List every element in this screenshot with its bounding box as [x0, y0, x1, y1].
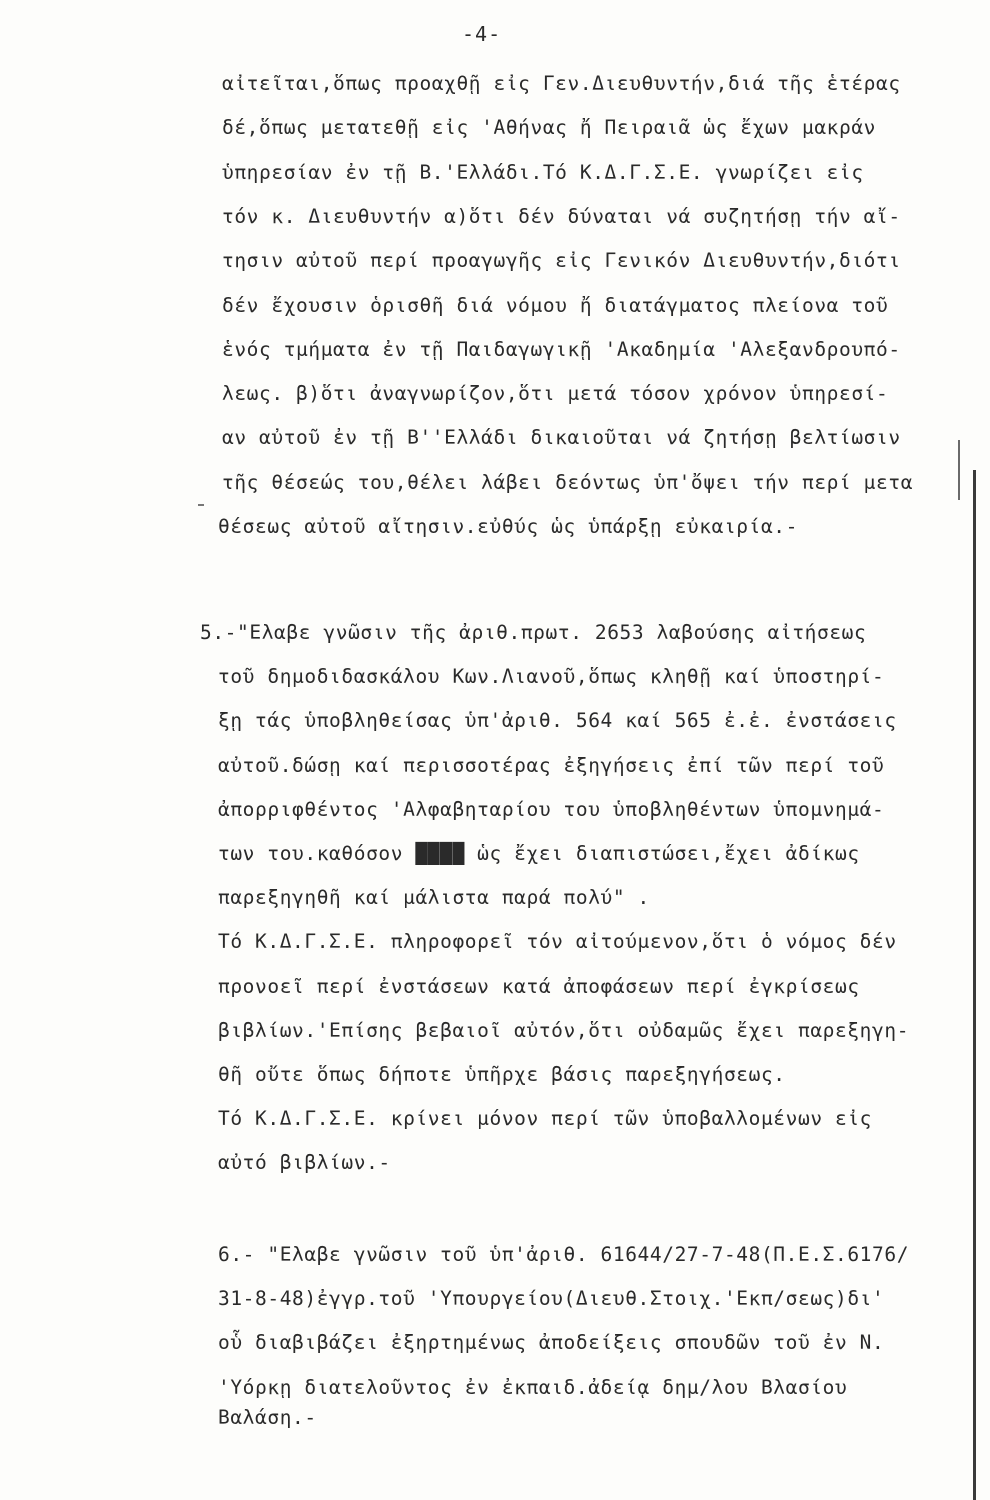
text-line: Τό Κ.Δ.Γ.Σ.Ε. κρίνει μόνον περί τῶν ὑποβαλλομένων εἰς — [218, 1107, 873, 1130]
text-line: θέσεως αὐτοῦ αἴτησιν.εὐθύς ὡς ὑπάρξῃ εὐκαιρία.- — [218, 515, 798, 538]
text-line: 6.- "Ελαβε γνῶσιν τοῦ ὑπ'ἀριθ. 61644/27-7-48(Π.Ε.Σ.6176/ — [218, 1243, 910, 1266]
text-line: προνοεῖ περί ἐνστάσεων κατά ἀποφάσεων περί ἐγκρίσεως — [218, 975, 860, 998]
text-line: των του.καθόσον ████ ὡς ἔχει διαπιστώσει,ἔχει ἀδίκως — [218, 842, 860, 865]
text-line: βιβλίων.'Επίσης βεβαιοῖ αὐτόν,ὅτι οὐδαμῶς ἔχει παρεξηγη- — [218, 1019, 910, 1042]
text-line: τοῦ δημοδιδασκάλου Κων.Λιανοῦ,ὅπως κληθῇ καί ὑποστηρί- — [218, 665, 885, 688]
text-line: δέ,ὅπως μετατεθῇ εἰς 'Αθήνας ἤ Πειραιᾶ ὡς ἔχων μακράν — [222, 116, 877, 139]
text-line: αν αὐτοῦ ἐν τῇ Β''Ελλάδι δικαιοῦται νά ζητήσῃ βελτίωσιν — [222, 426, 901, 449]
text-line: Τό Κ.Δ.Γ.Σ.Ε. πληροφορεῖ τόν αἰτούμενον,ὅτι ὁ νόμος δέν — [218, 930, 897, 953]
text-line: οὗ διαβιβάζει ἐξηρτημένως ἀποδείξεις σπουδῶν τοῦ ἐν Ν. — [218, 1331, 885, 1354]
text-line: 5.-"Ελαβε γνῶσιν τῆς ἀριθ.πρωτ. 2653 λαβούσης αἰτήσεως — [200, 621, 867, 644]
text-line: αὐτοῦ.δώσῃ καί περισσοτέρας ἐξηγήσεις ἐπί τῶν περί τοῦ — [218, 754, 885, 777]
page-number: -4- — [462, 22, 502, 46]
text-line: τῆς θέσεώς του,θέλει λάβει δεόντως ὑπ'ὄψει τήν περί μετα — [222, 471, 914, 494]
text-line: λεως. β)ὅτι ἀναγνωρίζον,ὅτι μετά τόσον χρόνον ὑπηρεσί- — [222, 382, 889, 405]
text-line: δέν ἔχουσιν ὁρισθῆ διά νόμου ἤ διατάγματος πλείονα τοῦ — [222, 294, 889, 317]
text-line: ἑνός τμήματα ἐν τῇ Παιδαγωγικῇ 'Ακαδημία 'Αλεξανδρουπό- — [222, 338, 901, 361]
text-line: Βαλάση.- — [218, 1406, 317, 1429]
page-edge-shadow — [958, 440, 960, 500]
text-line: 'Υόρκῃ διατελοῦντος ἐν ἐκπαιδ.ἀδείᾳ δημ/λου Βλασίου — [218, 1376, 848, 1399]
margin-mark — [198, 504, 204, 506]
text-line: 31-8-48)ἐγγρ.τοῦ 'Υπουργείου(Διευθ.Στοιχ.'Εκπ/σεως)δι' — [218, 1287, 885, 1310]
text-line: αἰτεῖται,ὅπως προαχθῇ εἰς Γεν.Διευθυντήν,διά τῆς ἑτέρας — [222, 72, 901, 95]
text-line: τόν κ. Διευθυντήν α)ὅτι δέν δύναται νά συζητήσῃ τήν αἴ- — [222, 205, 901, 228]
text-line: τησιν αὐτοῦ περί προαγωγῆς εἰς Γενικόν Διευθυντήν,διότι — [222, 249, 901, 272]
page-edge-line — [973, 470, 976, 1500]
text-line: αὐτό βιβλίων.- — [218, 1151, 391, 1174]
text-line: ξῃ τάς ὑποβληθείσας ὑπ'ἀριθ. 564 καί 565 ἐ.ἐ. ἐνστάσεις — [218, 709, 897, 732]
text-line: ἀπορριφθέντος 'Αλφαβηταρίου του ὑποβληθέντων ὑπομνημά- — [218, 798, 885, 821]
text-line: ὑπηρεσίαν ἐν τῇ Β.'Ελλάδι.Τό Κ.Δ.Γ.Σ.Ε. γνωρίζει εἰς — [222, 161, 864, 184]
text-line: θῆ οὔτε ὅπως δήποτε ὑπῆρχε βάσις παρεξηγήσεως. — [218, 1063, 786, 1086]
text-line: παρεξηγηθῆ καί μάλιστα παρά πολύ" . — [218, 886, 650, 909]
